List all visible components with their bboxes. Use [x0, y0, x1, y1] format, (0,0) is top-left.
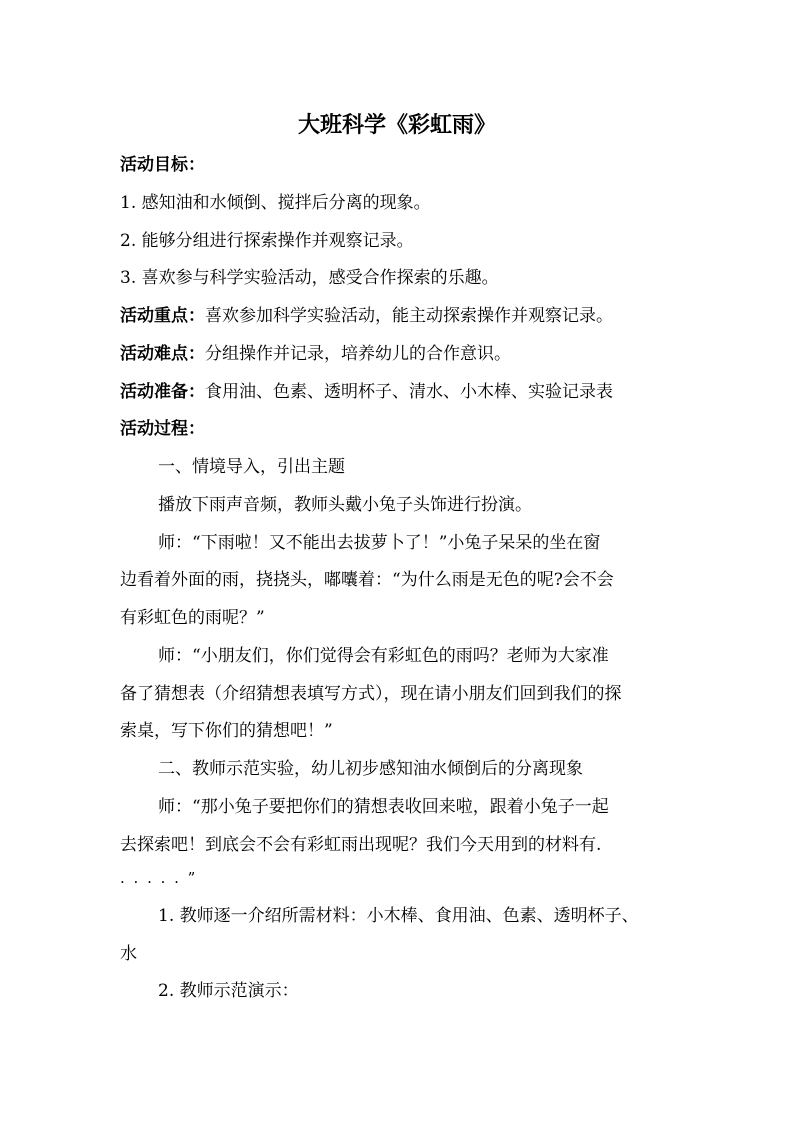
section1-paragraph2-line1: 师：“下雨啦！又不能出去拔萝卜了！”小兔子呆呆的坐在窗	[158, 533, 601, 553]
difficulty-text: 分组操作并记录，培养幼儿的合作意识。	[205, 344, 511, 364]
objective-item-1: 1. 感知油和水倾倒、搅拌后分离的现象。	[120, 193, 431, 213]
document-title: 大班科学《彩虹雨》	[297, 112, 496, 138]
section1-paragraph1: 播放下雨声音频，教师头戴小兔子头饰进行扮演。	[158, 495, 532, 515]
section2-item1-line2: 水	[120, 944, 137, 964]
section1-heading: 一、情境导入，引出主题	[158, 457, 345, 477]
section2-item2: 2. 教师示范演示：	[158, 981, 299, 1001]
section1-paragraph3-line3: 索桌，写下你们的猜想吧！”	[120, 721, 333, 741]
difficulty-label: 活动难点：	[120, 344, 205, 364]
key-point-label: 活动重点：	[120, 306, 205, 326]
difficulty-line	[120, 342, 511, 366]
section1-paragraph2-line3: 有彩虹色的雨呢？”	[120, 608, 265, 628]
preparation-label: 活动准备：	[120, 382, 205, 402]
section2-paragraph1-line1: 师：“那小兔子要把你们的猜想表收回来啦，跟着小兔子一起	[158, 797, 609, 817]
section2-paragraph1-line2: 去探索吧！到底会不会有彩虹雨出现呢？我们今天用到的材料有.	[120, 835, 602, 855]
key-point-text: 喜欢参加科学实验活动，能主动探索操作并观察记录。	[205, 306, 613, 326]
preparation-line	[120, 380, 613, 404]
objectives-heading: 活动目标：	[120, 155, 205, 175]
objective-item-3: 3. 喜欢参与科学实验活动，感受合作探索的乐趣。	[120, 268, 499, 288]
section1-paragraph2-line2: 边看着外面的雨，挠挠头，嘟囔着：“为什么雨是无色的呢?会不会	[120, 570, 614, 590]
section1-paragraph3-line1: 师：“小朋友们，你们觉得会有彩虹色的雨吗？老师为大家准	[158, 646, 609, 666]
section2-paragraph1-line3: . . . . . ”	[120, 869, 198, 887]
key-point-line	[120, 304, 613, 328]
preparation-text: 食用油、色素、透明杯子、清水、小木棒、实验记录表	[205, 382, 613, 402]
process-heading: 活动过程：	[120, 419, 205, 439]
section2-item1-line1: 1. 教师逐一介绍所需材料：小木棒、食用油、色素、透明杯子、	[158, 906, 639, 926]
objective-item-2: 2. 能够分组进行探索操作并观察记录。	[120, 231, 414, 251]
section2-heading: 二、教师示范实验，幼儿初步感知油水倾倒后的分离现象	[158, 759, 583, 779]
section1-paragraph3-line2: 备了猜想表（介绍猜想表填写方式），现在请小朋友们回到我们的探	[120, 684, 622, 704]
